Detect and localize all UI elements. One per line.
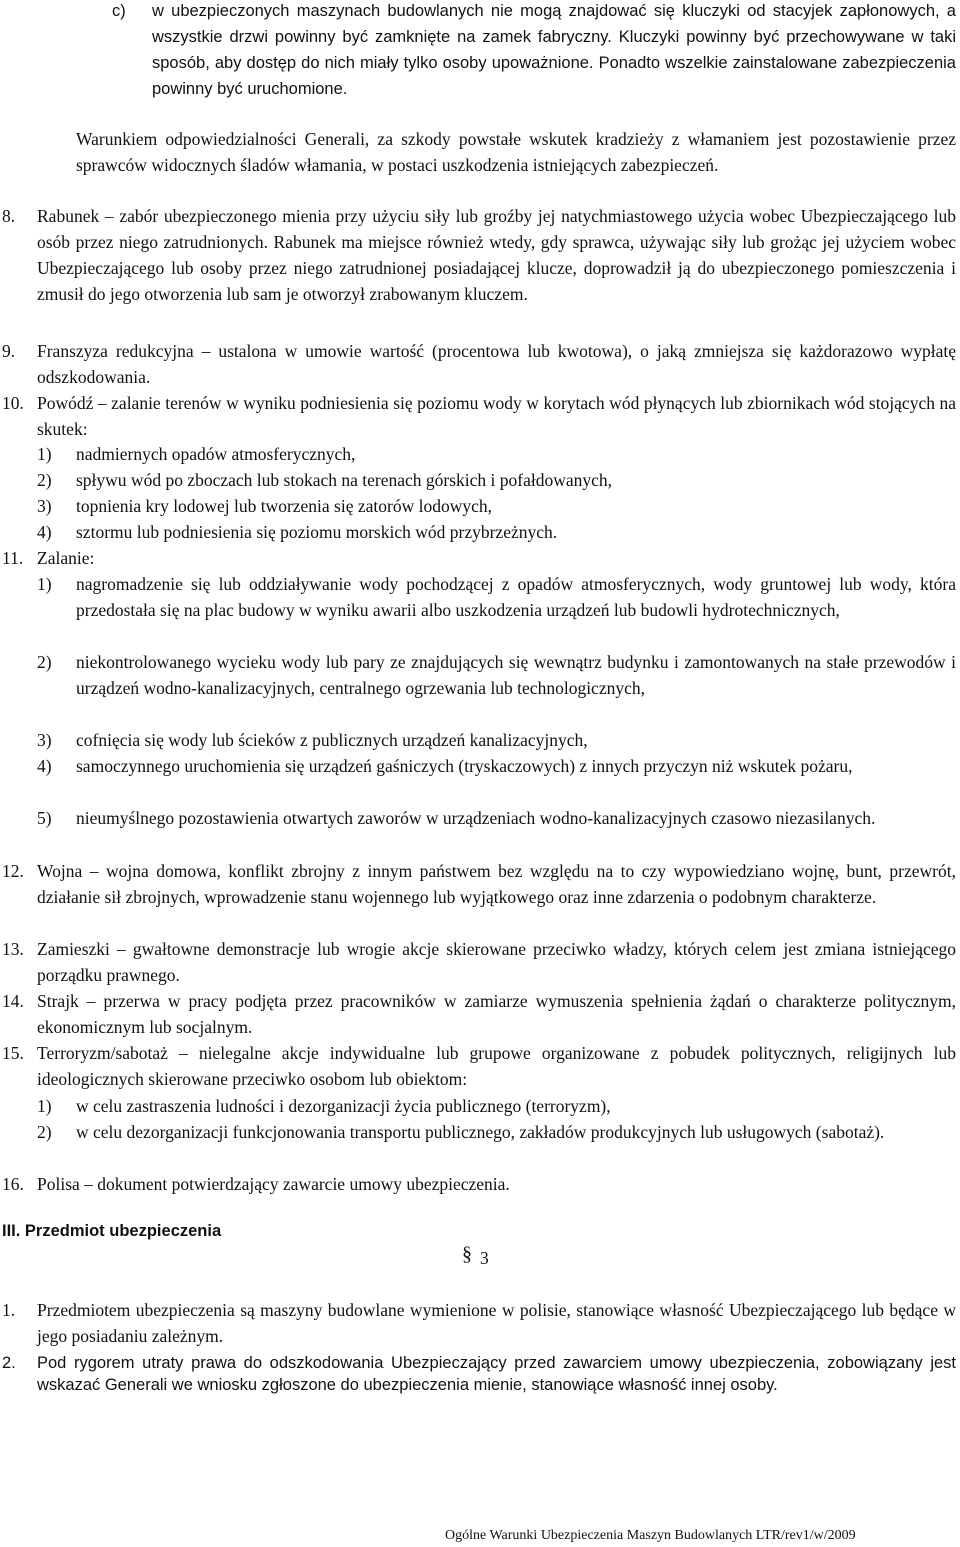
item-10-sub-1-number: 1) <box>37 444 52 464</box>
section-heading: III. Przedmiot ubezpieczenia <box>2 1222 222 1240</box>
item-10-sub-1-text: nadmiernych opadów atmosferycznych, <box>76 444 356 464</box>
item-12-number: 12. <box>2 861 24 881</box>
item-13-number: 13. <box>2 939 24 959</box>
item-11-number: 11. <box>2 548 24 568</box>
item-c-text: w ubezpieczonych maszynach budowlanych nie mogą znajdować się kluczyki od stacyjek zapłonowych, a wszystkie drzwi powinny być zamknięte na zamek fabryczny. Kluczyki powinny być przechowywane w taki sposób, aby dostęp do nich miały tylko osoby upoważnione. Ponadto wszelkie zainstalowane zabezpieczenia powinny być uruchomione. <box>152 2 956 98</box>
item-10-number: 10. <box>2 393 24 413</box>
item-12-text: Wojna – wojna domowa, konflikt zbrojny z innym państwem bez względu na to czy wypowiedziano wojnę, bunt, przewrót, działanie sił zbrojnych, wprowadzenie stanu wojennego lub wyjątkowego oraz inne zdarzenia o podobnym charakterze. <box>37 861 956 907</box>
item-10-sub-2-number: 2) <box>37 470 52 490</box>
footer-text: Ogólne Warunki Ubezpieczenia Maszyn Budowlanych LTR/rev1/w/2009 <box>445 1528 856 1543</box>
item-8-number: 8. <box>2 206 16 226</box>
paragraph-sign: § <box>462 1243 472 1265</box>
item-15-number: 15. <box>2 1043 24 1063</box>
item-14-text: Strajk – przerwa w pracy podjęta przez pracowników w zamiarze wymuszenia spełnienia żądań o charakterze politycznym, ekonomicznym lub socjalnym. <box>37 991 956 1037</box>
item-15-sub-2-number: 2) <box>37 1122 52 1142</box>
item-15-sub-1-number: 1) <box>37 1096 52 1116</box>
item-15-sub-2-text: w celu dezorganizacji funkcjonowania transportu publicznego, zakładów produkcyjnych lub usługowych (sabotaż). <box>76 1122 885 1142</box>
item-16-text: Polisa – dokument potwierdzający zawarcie umowy ubezpieczenia. <box>37 1174 510 1194</box>
item-10-sub-2-text: spływu wód po zboczach lub stokach na terenach górskich i pofałdowanych, <box>76 470 613 490</box>
item-11-sub-5-number: 5) <box>37 808 52 828</box>
item-15-sub-1-text: w celu zastraszenia ludności i dezorganizacji życia publicznego (terroryzm), <box>76 1096 611 1116</box>
item-10-sub-4-text: sztormu lub podniesienia się poziomu morskich wód przybrzeżnych. <box>76 522 558 542</box>
item-11-text: Zalanie: <box>37 548 95 568</box>
item-8-text: Rabunek – zabór ubezpieczonego mienia przy użyciu siły lub groźby jej natychmiastowego użycia wobec Ubezpieczającego lub osób przez niego zatrudnionych. Rabunek ma miejsce również wtedy, gdy sprawca, używając siły lub grożąc jej użyciem wobec Ubezpieczającego lub osoby przez niego zatrudnionej posiadającej klucze, doprowadził ją do ubezpieczonego pomieszczenia i zmusił do jego otworzenia lub sam je otworzył zrabowanym kluczem. <box>37 206 956 304</box>
item-10-sub-3-number: 3) <box>37 496 52 516</box>
item-11-sub-2-number: 2) <box>37 652 52 672</box>
item-11-sub-3-number: 3) <box>37 730 52 750</box>
item-10-sub-4-number: 4) <box>37 522 52 542</box>
item-9-text: Franszyza redukcyjna – ustalona w umowie wartość (procentowa lub kwotowa), o jaką zmniejsza się każdorazowo wypłatę odszkodowania. <box>37 341 956 387</box>
item-16-number: 16. <box>2 1174 24 1194</box>
item-11-sub-5-text: nieumyślnego pozostawienia otwartych zaworów w urządzeniach wodno-kanalizacyjnych czasowo niezasilanych. <box>76 808 876 828</box>
item-10-sub-3-text: topnienia kry lodowej lub tworzenia się zatorów lodowych, <box>76 496 493 516</box>
item-11-sub-1-number: 1) <box>37 574 52 594</box>
item-10-text: Powódź – zalanie terenów w wyniku podniesienia się poziomu wody w korytach wód płynących lub zbiornikach wód stojących na skutek: <box>37 393 956 439</box>
item-11-sub-4-number: 4) <box>37 756 52 776</box>
item-c-label: c) <box>112 2 126 20</box>
item-11-sub-3-text: cofnięcia się wody lub ścieków z publicznych urządzeń kanalizacyjnych, <box>76 730 588 750</box>
item-11-sub-4-text: samoczynnego uruchomienia się urządzeń gaśniczych (tryskaczowych) z innych przyczyn niż wskutek pożaru, <box>76 756 853 776</box>
item-14-number: 14. <box>2 991 24 1011</box>
item-9-number: 9. <box>2 341 16 361</box>
paragraph-number: 3 <box>480 1248 489 1268</box>
item-13-text: Zamieszki – gwałtowne demonstracje lub wrogie akcje skierowane przeciwko władzy, których celem jest zmiana istniejącego porządku prawnego. <box>37 939 956 985</box>
item-11-sub-1-text: nagromadzenie się lub oddziaływanie wody pochodzącej z opadów atmosferycznych, wody gruntowej lub wody, która przedostała się na plac budowy w wyniku awarii albo uszkodzenia urządzeń lub budowli hydrotechnicznych, <box>76 574 956 620</box>
section-item-1-number: 1. <box>2 1300 16 1320</box>
section-item-1-text: Przedmiotem ubezpieczenia są maszyny budowlane wymienione w polisie, stanowiące własność Ubezpieczającego lub będące w jego posiadaniu zależnym. <box>37 1300 956 1346</box>
item-11-sub-2-text: niekontrolowanego wycieku wody lub pary ze znajdujących się wewnątrz budynku i zamontowanych na stałe przewodów i urządzeń wodno-kanalizacyjnych, centralnego ogrzewania lub technologicznych, <box>76 652 956 698</box>
item-15-text: Terroryzm/sabotaż – nielegalne akcje indywidualne lub grupowe organizowane z pobudek politycznych, religijnych lub ideologicznych skierowane przeciwko osobom lub obiektom: <box>37 1043 956 1089</box>
burglary-condition-text: Warunkiem odpowiedzialności Generali, za szkody powstałe wskutek kradzieży z włamaniem jest pozostawienie przez sprawców widocznych śladów włamania, w postaci uszkodzenia istniejących zabezpieczeń. <box>76 129 956 175</box>
section-item-2-text: Pod rygorem utraty prawa do odszkodowania Ubezpieczający przed zawarciem umowy ubezpieczenia, zobowiązany jest wskazać Generali we wniosku zgłoszone do ubezpieczenia mienie, stanowiące własność innej osoby. <box>37 1354 956 1394</box>
section-item-2-number: 2. <box>2 1354 16 1372</box>
